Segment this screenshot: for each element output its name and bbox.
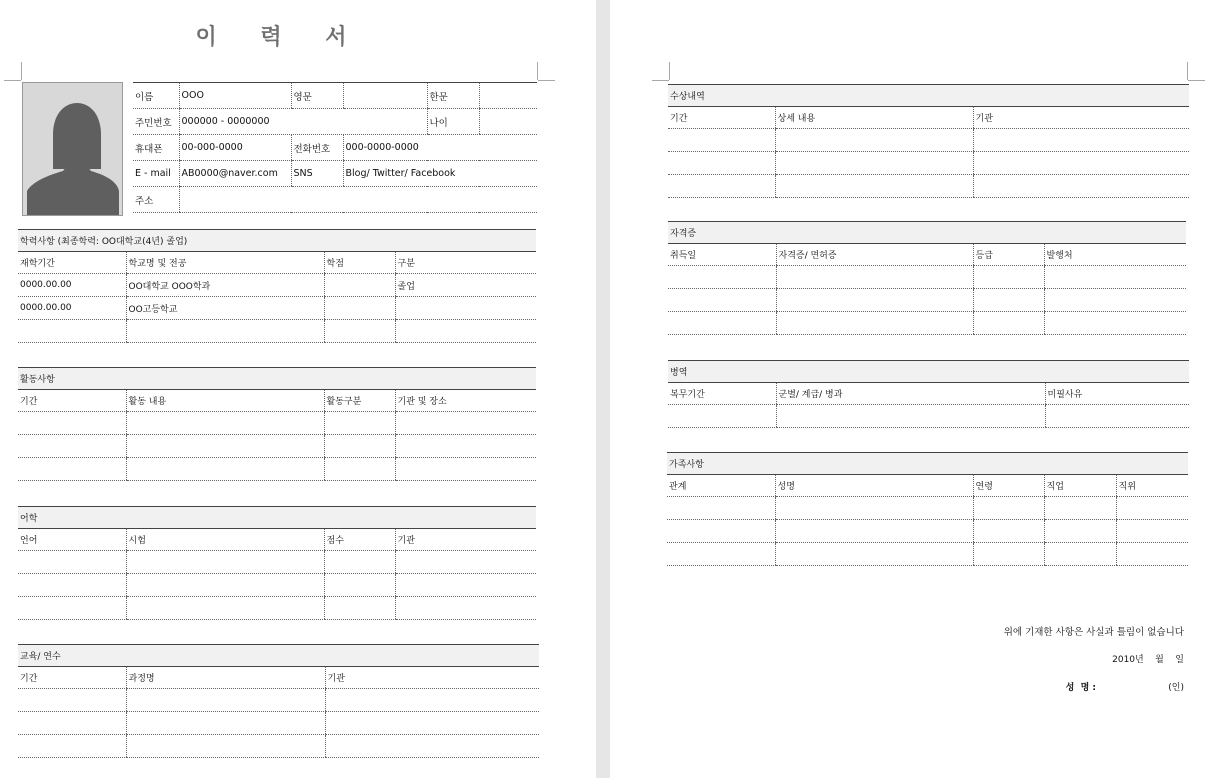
table-cell[interactable] [776, 289, 973, 312]
table-row [668, 312, 1186, 335]
age-field[interactable] [479, 109, 537, 135]
table-cell[interactable]: 0000.00.00 [18, 274, 126, 297]
person-silhouette-icon [23, 83, 122, 215]
language-table [18, 506, 536, 620]
table-cell[interactable] [18, 435, 126, 458]
table-row [18, 274, 536, 297]
column-header: 시험 [126, 529, 324, 551]
signature-label: 성 명 : [1065, 683, 1096, 693]
hanja-name-field[interactable] [479, 83, 537, 109]
table-cell[interactable] [776, 405, 1045, 428]
seal-mark[interactable]: (인) [1168, 683, 1184, 693]
table-cell[interactable] [18, 574, 126, 597]
column-header: 직업 [1044, 475, 1116, 497]
english-name-field[interactable] [343, 83, 427, 109]
phone-label: 전화번호 [291, 135, 343, 161]
name-label: 이름 [133, 83, 179, 109]
table-cell[interactable] [775, 175, 973, 198]
table-row [667, 543, 1188, 566]
table-cell[interactable] [324, 597, 395, 620]
table-cell[interactable] [395, 551, 536, 574]
table-cell[interactable] [126, 320, 324, 343]
declaration-statement: 위에 기재한 사항은 사실과 틀림이 없습니다 [1003, 627, 1184, 638]
column-header: 학점 [324, 252, 395, 274]
table-cell[interactable] [324, 274, 395, 297]
table-row [18, 735, 539, 758]
table-row [18, 689, 539, 712]
table-cell[interactable] [667, 497, 775, 520]
column-header: 점수 [324, 529, 395, 551]
table-cell[interactable] [395, 412, 536, 435]
personal-info-table [133, 82, 537, 213]
table-cell[interactable] [1044, 266, 1186, 289]
table-row [668, 405, 1189, 428]
table-cell[interactable] [1116, 520, 1188, 543]
table-cell[interactable] [18, 689, 126, 712]
column-header: 발행처 [1044, 244, 1186, 266]
email-label: E - mail [133, 161, 179, 187]
table-cell[interactable] [324, 435, 395, 458]
table-row [18, 435, 536, 458]
table-cell[interactable] [18, 320, 126, 343]
age-label: 나이 [427, 109, 479, 135]
language-heading: 어학 [18, 507, 536, 529]
column-header: 직위 [1116, 475, 1188, 497]
resident-number-field[interactable]: 000000 - 0000000 [179, 109, 427, 135]
table-cell[interactable]: OO대학교 OOO학과 [126, 274, 324, 297]
crop-mark [652, 80, 669, 81]
document-title: 이 력 서 [195, 25, 365, 50]
table-cell[interactable] [324, 412, 395, 435]
column-header: 기관 및 장소 [395, 390, 536, 412]
table-cell[interactable] [395, 574, 536, 597]
table-cell[interactable] [126, 597, 324, 620]
training-heading: 교육/ 연수 [18, 645, 539, 667]
table-cell[interactable] [667, 543, 775, 566]
crop-mark [1188, 80, 1205, 81]
table-cell[interactable] [325, 712, 539, 735]
table-cell[interactable] [18, 458, 126, 481]
certificates-table [668, 221, 1186, 335]
table-cell[interactable] [1044, 497, 1116, 520]
table-cell[interactable] [1044, 543, 1116, 566]
table-cell[interactable] [668, 405, 776, 428]
column-header: 학교명 및 전공 [126, 252, 324, 274]
table-cell[interactable] [973, 312, 1044, 335]
table-cell[interactable] [1045, 405, 1189, 428]
email-field[interactable]: AB0000@naver.com [179, 161, 291, 187]
column-header: 언어 [18, 529, 126, 551]
table-cell[interactable] [324, 551, 395, 574]
military-heading: 병역 [668, 361, 1189, 383]
table-cell[interactable] [395, 320, 536, 343]
awards-table [668, 84, 1189, 198]
table-cell[interactable] [395, 458, 536, 481]
table-row [18, 574, 536, 597]
column-header: 연령 [973, 475, 1044, 497]
column-header: 재학기간 [18, 252, 126, 274]
crop-mark [538, 80, 555, 81]
table-cell[interactable] [126, 412, 324, 435]
table-cell[interactable] [1044, 312, 1186, 335]
table-cell[interactable] [126, 574, 324, 597]
table-cell[interactable] [973, 497, 1044, 520]
table-cell[interactable]: 졸업 [395, 274, 536, 297]
table-cell[interactable] [668, 289, 776, 312]
education-table [18, 229, 536, 343]
crop-mark [669, 62, 670, 80]
table-row [18, 597, 536, 620]
table-cell[interactable] [776, 312, 973, 335]
table-cell[interactable] [973, 289, 1044, 312]
table-cell[interactable] [18, 412, 126, 435]
table-row [668, 129, 1189, 152]
address-field[interactable] [179, 187, 537, 213]
table-row [18, 297, 536, 320]
column-header: 기관 [325, 667, 539, 689]
table-row [668, 289, 1186, 312]
table-row [18, 320, 536, 343]
table-cell[interactable] [775, 129, 973, 152]
table-cell[interactable]: 0000.00.00 [18, 297, 126, 320]
table-cell[interactable] [775, 152, 973, 175]
table-cell[interactable] [973, 175, 1189, 198]
table-cell[interactable] [126, 458, 324, 481]
column-header: 구분 [395, 252, 536, 274]
table-cell[interactable]: OO고등학교 [126, 297, 324, 320]
activities-table [18, 367, 536, 481]
table-row [18, 551, 536, 574]
table-cell[interactable] [324, 297, 395, 320]
family-table [667, 452, 1188, 566]
column-header: 관계 [667, 475, 775, 497]
column-header: 등급 [973, 244, 1044, 266]
crop-mark [537, 62, 538, 80]
column-header: 기관 [973, 107, 1189, 129]
family-heading: 가족사항 [667, 453, 1188, 475]
sns-field[interactable]: Blog/ Twitter/ Facebook [343, 161, 537, 187]
training-table [18, 644, 539, 758]
table-cell[interactable] [667, 520, 775, 543]
activities-heading: 활동사항 [18, 368, 536, 390]
column-header: 취득일 [668, 244, 776, 266]
table-cell[interactable] [1044, 520, 1116, 543]
table-cell[interactable] [18, 551, 126, 574]
table-cell[interactable] [324, 574, 395, 597]
table-cell[interactable] [1116, 543, 1188, 566]
table-cell[interactable] [973, 266, 1044, 289]
awards-heading: 수상내역 [668, 85, 1189, 107]
table-cell[interactable] [775, 543, 973, 566]
table-cell[interactable] [776, 266, 973, 289]
table-row [18, 712, 539, 735]
column-header: 기간 [668, 107, 775, 129]
table-cell[interactable] [126, 551, 324, 574]
column-header: 기간 [18, 667, 126, 689]
sns-label: SNS [291, 161, 343, 187]
address-label: 주소 [133, 187, 179, 213]
column-header: 자격증/ 면허증 [776, 244, 973, 266]
table-cell[interactable] [126, 735, 325, 758]
table-cell[interactable] [668, 152, 775, 175]
profile-photo[interactable] [22, 82, 123, 216]
table-cell[interactable] [395, 297, 536, 320]
column-header: 과정명 [126, 667, 325, 689]
table-cell[interactable] [325, 735, 539, 758]
table-cell[interactable] [325, 689, 539, 712]
crop-mark [4, 80, 21, 81]
military-table [668, 360, 1189, 428]
page-2 [610, 0, 1208, 778]
column-header: 활동 내용 [126, 390, 324, 412]
education-heading: 학력사항 (최종학력: OO대학교(4년) 졸업) [18, 230, 536, 252]
english-name-label: 영문 [291, 83, 343, 109]
column-header: 기관 [395, 529, 536, 551]
table-cell[interactable] [126, 689, 325, 712]
table-cell[interactable] [1116, 497, 1188, 520]
table-cell[interactable] [973, 520, 1044, 543]
table-cell[interactable] [775, 520, 973, 543]
phone-field[interactable]: 000-0000-0000 [343, 135, 537, 161]
table-cell[interactable] [18, 735, 126, 758]
table-cell[interactable] [324, 320, 395, 343]
page-1 [0, 0, 596, 778]
table-cell[interactable] [668, 175, 775, 198]
table-cell[interactable] [126, 712, 325, 735]
column-header: 성명 [775, 475, 973, 497]
table-cell[interactable] [324, 458, 395, 481]
table-cell[interactable] [395, 435, 536, 458]
table-cell[interactable] [668, 266, 776, 289]
table-cell[interactable] [18, 597, 126, 620]
column-header: 기간 [18, 390, 126, 412]
table-cell[interactable] [18, 712, 126, 735]
crop-mark [21, 62, 22, 80]
table-cell[interactable] [775, 497, 973, 520]
table-row [668, 266, 1186, 289]
certificates-heading: 자격증 [668, 222, 1186, 244]
table-cell[interactable] [668, 312, 776, 335]
table-cell[interactable] [1044, 289, 1186, 312]
resident-number-label: 주민번호 [133, 109, 179, 135]
column-header: 복무기간 [668, 383, 776, 405]
mobile-label: 휴대폰 [133, 135, 179, 161]
table-row [18, 458, 536, 481]
column-header: 상세 내용 [775, 107, 973, 129]
column-header: 활동구분 [324, 390, 395, 412]
mobile-field[interactable]: 00-000-0000 [179, 135, 291, 161]
table-row [18, 412, 536, 435]
declaration-date[interactable]: 2010년 월 일 [1112, 655, 1184, 665]
table-cell[interactable] [395, 597, 536, 620]
column-header: 미필사유 [1045, 383, 1189, 405]
table-row [667, 520, 1188, 543]
name-field[interactable]: OOO [179, 83, 291, 109]
table-cell[interactable] [973, 129, 1189, 152]
table-row [668, 152, 1189, 175]
page-gutter [596, 0, 610, 778]
table-row [668, 175, 1189, 198]
table-row [667, 497, 1188, 520]
table-cell[interactable] [973, 543, 1044, 566]
column-header: 군별/ 계급/ 병과 [776, 383, 1045, 405]
hanja-name-label: 한문 [427, 83, 479, 109]
table-cell[interactable] [126, 435, 324, 458]
crop-mark [1187, 62, 1188, 80]
table-cell[interactable] [973, 152, 1189, 175]
table-cell[interactable] [668, 129, 775, 152]
